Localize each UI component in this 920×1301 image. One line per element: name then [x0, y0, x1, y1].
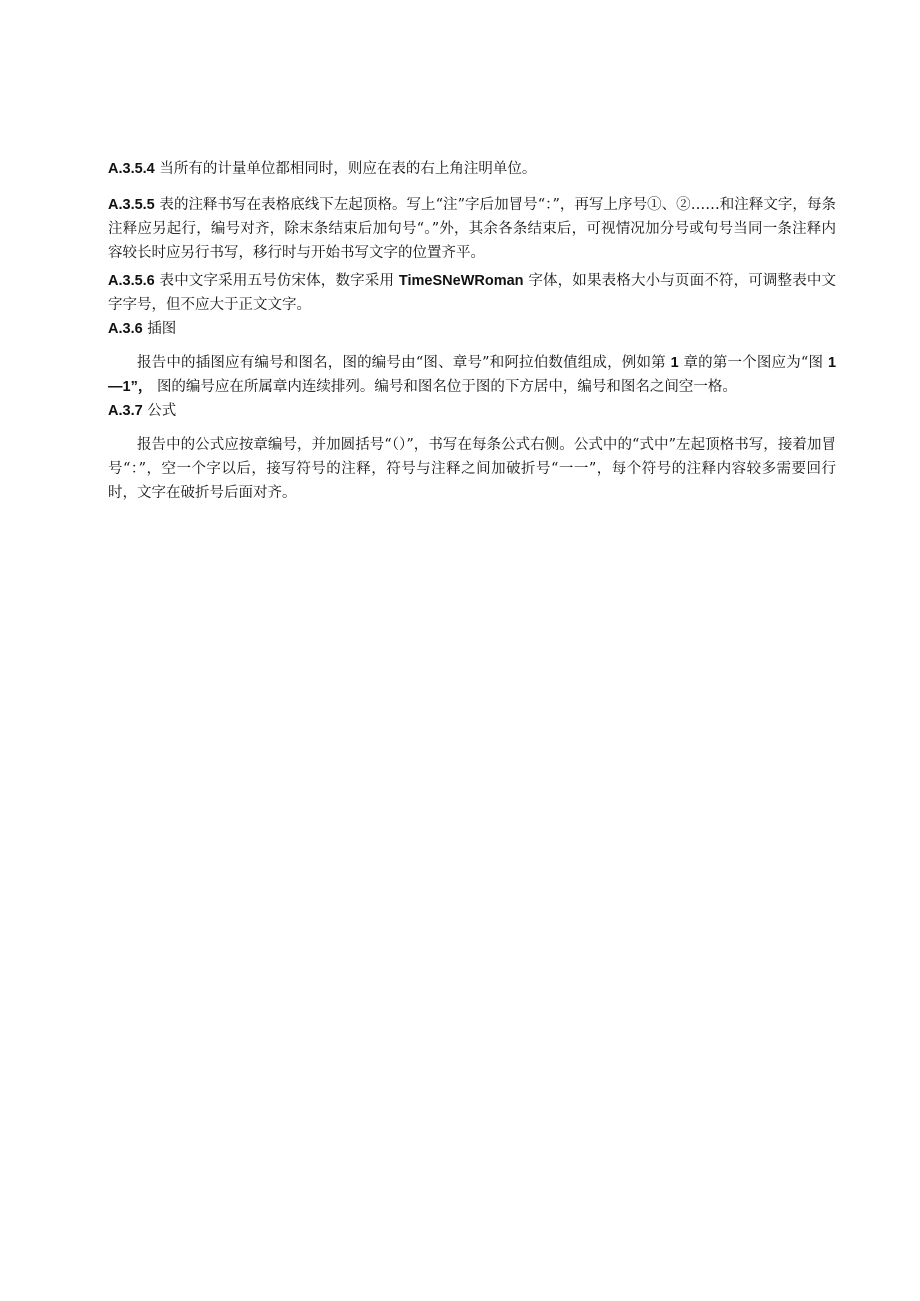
paragraph-text-part2: 章的第一个图应为“图: [683, 355, 824, 371]
document-body: [108, 157, 836, 505]
formula-paragraph: [108, 433, 836, 505]
figure-number-example: 1—1”，: [108, 355, 837, 395]
font-name: TimeSNeWRoman: [398, 273, 524, 289]
clause-a356: [108, 269, 836, 317]
section-heading-a37: [108, 399, 836, 423]
paragraph-text: 报告中的公式应按章编号，并加圆括号“（）”，书写在每条公式右侧。公式中的“式中”左起顶格书写，接着加冒号“：”，空一个字以后，接写符号的注释，符号与注释之间加破折号“一一”，每个符号的注释内容较多需要回行时，文字在破折号后面对齐。: [108, 437, 836, 501]
chapter-number: 1: [670, 355, 679, 371]
section-title: 插图: [147, 321, 177, 337]
section-heading-a36: [108, 317, 836, 341]
clause-a354: [108, 157, 836, 181]
clause-text: 表的注释书写在表格底线下左起顶格。写上“注”字后加冒号“：”，再写上序号①、②……和注释文字，每条注释应另起行，编号对齐，除末条结束后加句号“。”外，其余各条结束后，可视情况加分号或句号当同一条注释内容较长时应另行书写，移行时与开始书写文字的位置齐平。: [108, 197, 837, 261]
section-number: A.3.7: [108, 403, 143, 419]
figure-paragraph: [108, 351, 836, 399]
clause-text-after: 字体，如果表格大小与页面不符，可调整表中文字字号，但不应大于正文文字。: [108, 273, 837, 313]
clause-number: A.3.5.5: [108, 197, 155, 213]
clause-text-before: 表中文字采用五号仿宋体，数字采用: [159, 273, 395, 289]
section-title: 公式: [147, 403, 177, 419]
clause-number: A.3.5.6: [108, 273, 155, 289]
clause-number: A.3.5.4: [108, 161, 155, 177]
paragraph-text-part3: 图的编号应在所属章内连续排列。编号和图名位于图的下方居中，编号和图名之间空一格。: [156, 379, 737, 395]
clause-a355: [108, 193, 836, 265]
clause-text: 当所有的计量单位都相同时，则应在表的右上角注明单位。: [159, 161, 537, 177]
paragraph-text-part1: 报告中的插图应有编号和图名，图的编号由“图、章号”和阿拉伯数值组成，例如第: [137, 355, 666, 371]
section-number: A.3.6: [108, 321, 143, 337]
